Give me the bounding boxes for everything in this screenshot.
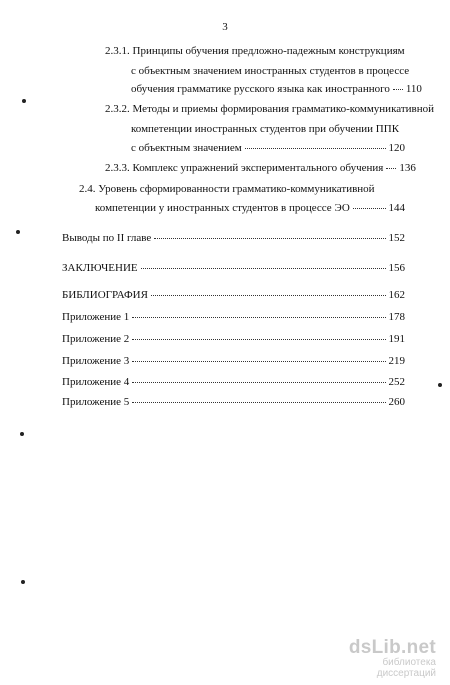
toc-bibliography-page: 162 xyxy=(388,289,405,301)
toc-2-4-page: 144 xyxy=(388,202,405,214)
leader-dots xyxy=(393,89,403,90)
toc-entry-2-4[interactable] xyxy=(95,202,405,215)
toc-2-3-1-line-1: 2.3.1. Принципы обучения предложно-падежным конструкциям xyxy=(105,45,405,57)
toc-2-3-3-title: 2.3.3. Комплекс упражнений экспериментального обучения xyxy=(105,162,384,174)
leader-dots xyxy=(132,361,385,362)
toc-appendix-3-page: 219 xyxy=(388,355,405,367)
watermark xyxy=(336,637,436,679)
toc-2-3-2-page: 120 xyxy=(388,142,405,154)
page-number: 3 xyxy=(222,21,228,33)
leader-dots xyxy=(132,317,385,318)
toc-2-4-line-2: компетенции у иностранных студентов в процессе ЭО xyxy=(95,202,350,214)
toc-entry-appendix-1[interactable] xyxy=(62,311,405,324)
toc-entry-appendix-5[interactable] xyxy=(62,396,405,409)
binding-hole-mark xyxy=(20,432,24,436)
toc-entry-2-3-3[interactable] xyxy=(105,162,416,175)
toc-conclusion-page: 156 xyxy=(388,262,405,274)
leader-dots xyxy=(353,208,386,209)
toc-entry-appendix-2[interactable] xyxy=(62,333,405,346)
toc-2-3-2-line-3: с объектным значением xyxy=(131,142,242,154)
leader-dots xyxy=(154,238,385,239)
toc-2-3-1-line-3: обучения грамматике русского языка как иностранного xyxy=(131,83,390,95)
toc-appendix-5-title: Приложение 5 xyxy=(62,396,130,408)
watermark-subtitle: библиотека диссертаций xyxy=(376,657,436,679)
toc-bibliography-title: БИБЛИОГРАФИЯ xyxy=(62,289,148,301)
watermark-logo: dsLib.net xyxy=(348,637,436,658)
toc-conclusion-title: ЗАКЛЮЧЕНИЕ xyxy=(62,262,138,274)
toc-appendix-4-title: Приложение 4 xyxy=(62,376,130,388)
toc-entry-appendix-3[interactable] xyxy=(62,355,405,368)
toc-2-3-2-line-2: компетенции иностранных студентов при обучении ППК xyxy=(131,123,400,135)
toc-2-4-line-1: 2.4. Уровень сформированности грамматико-коммуникативной xyxy=(79,183,375,195)
leader-dots xyxy=(132,382,385,383)
binding-hole-mark xyxy=(438,383,442,387)
toc-appendix-1-page: 178 xyxy=(388,311,405,323)
leader-dots xyxy=(386,168,396,169)
binding-hole-mark xyxy=(22,99,26,103)
toc-entry-2-3-2[interactable] xyxy=(131,142,405,155)
toc-appendix-2-title: Приложение 2 xyxy=(62,333,130,345)
leader-dots xyxy=(132,402,385,403)
toc-entry-2-3-1[interactable] xyxy=(131,83,422,96)
toc-appendix-5-page: 260 xyxy=(388,396,405,408)
toc-conclusions-ch2-page: 152 xyxy=(388,232,405,244)
toc-2-3-1-line-2: с объектным значением иностранных студентов в процессе xyxy=(131,65,410,77)
toc-entry-conclusions-ch2[interactable] xyxy=(62,232,405,245)
binding-hole-mark xyxy=(16,230,20,234)
toc-appendix-4-page: 252 xyxy=(388,376,405,388)
toc-2-3-2-line-1: 2.3.2. Методы и приемы формирования грамматико-коммуникативной xyxy=(105,103,435,115)
toc-appendix-2-page: 191 xyxy=(388,333,405,345)
leader-dots xyxy=(132,339,385,340)
leader-dots xyxy=(151,295,386,296)
toc-appendix-1-title: Приложение 1 xyxy=(62,311,130,323)
leader-dots xyxy=(245,148,386,149)
toc-entry-appendix-4[interactable] xyxy=(62,376,405,389)
leader-dots xyxy=(141,268,386,269)
toc-entry-bibliography[interactable] xyxy=(62,289,405,302)
toc-2-3-1-page: 110 xyxy=(405,83,422,95)
toc-entry-conclusion[interactable] xyxy=(62,262,405,275)
toc-appendix-3-title: Приложение 3 xyxy=(62,355,130,367)
toc-2-3-3-page: 136 xyxy=(399,162,416,174)
toc-conclusions-ch2-title: Выводы по II главе xyxy=(62,232,152,244)
binding-hole-mark xyxy=(21,580,25,584)
